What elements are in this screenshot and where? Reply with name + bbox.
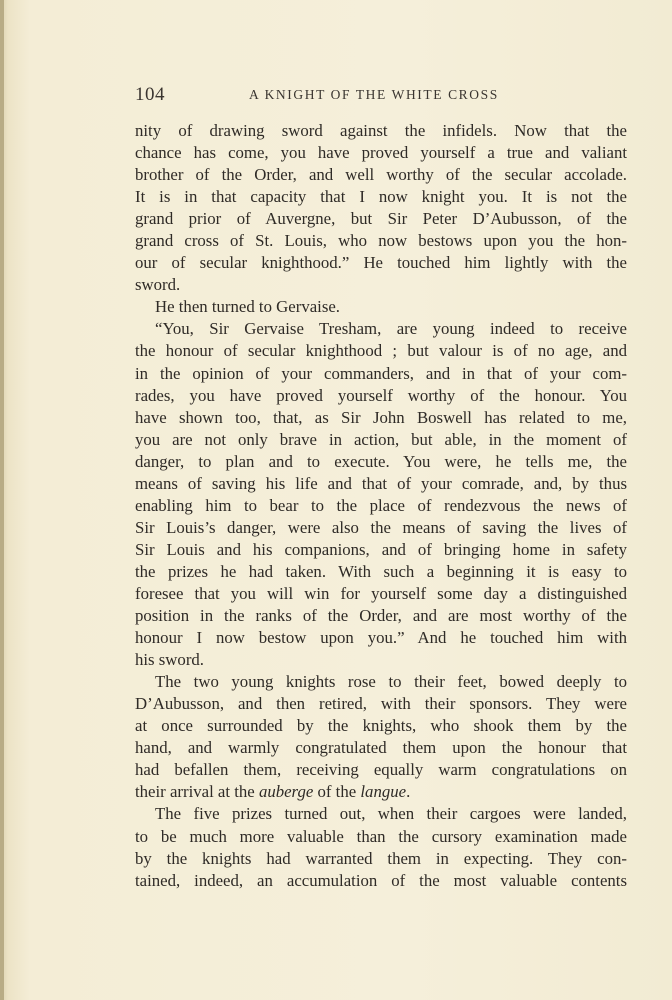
text-line: his sword. [135,650,204,670]
text-line: D’Aubusson, and then retired, with their sponsors. They were [135,694,627,714]
body-text [135,120,627,892]
text-run: . [406,782,411,802]
paragraph-3 [135,318,627,671]
paragraph-1 [135,120,627,296]
text-line: brother of the Order, and well worthy of the secular accolade. [135,165,627,185]
paragraph-2 [135,296,627,318]
text-line: He then turned to Gervaise. [155,297,340,317]
text-line: danger, to plan and to execute. You were, he tells me, the [135,451,627,471]
running-title: A KNIGHT OF THE WHITE CROSS [249,87,499,102]
text-line-with-italics [135,781,627,803]
text-line: foresee that you will win for yourself some day a distinguished [135,583,627,603]
text-line: It is in that capacity that I now knight you. It is not the [135,187,627,207]
text-line: hand, and warmly congratulated them upon the honour that [135,738,627,758]
paragraph-4 [135,671,627,803]
text-line: the prizes he had taken. With such a beginning it is easy to [135,561,627,581]
page-number: 104 [135,84,165,105]
text-line: at once surrounded by the knights, who shook them by the [135,716,627,736]
text-line: chance has come, you have proved yourself a true and valiant [135,143,627,163]
text-run: of the [313,782,361,802]
text-line: the honour of secular knighthood ; but valour is of no age, and [135,341,627,361]
text-line: had befallen them, receiving equally warm congratulations on [135,760,627,780]
text-line: you are not only brave in action, but able, in the moment of [135,429,627,449]
text-line: rades, you have proved yourself worthy of the honour. You [135,385,627,405]
text-line: “You, Sir Gervaise Tresham, are young indeed to receive [155,319,627,339]
page-header [135,84,627,108]
text-line: in the opinion of your commanders, and in that of your com- [135,363,627,383]
page-binding-edge [0,0,4,1000]
text-line: by the knights had warranted them in expecting. They con- [135,848,627,868]
text-line: The five prizes turned out, when their cargoes were landed, [155,804,627,824]
text-line: to be much more valuable than the cursory examination made [135,826,627,846]
text-line: grand cross of St. Louis, who now bestows upon you the hon- [135,231,627,251]
text-line: enabling him to bear to the place of rendezvous the news of [135,495,627,515]
text-line: sword. [135,275,181,295]
text-line: tained, indeed, an accumulation of the most valuable contents [135,870,627,890]
text-line: have shown too, that, as Sir John Boswell has related to me, [135,407,627,427]
text-run: their arrival at the [135,782,259,802]
text-line: The two young knights rose to their feet, bowed deeply to [155,672,627,692]
text-line: nity of drawing sword against the infidels. Now that the [135,121,627,140]
text-line: means of saving his life and that of your comrade, and, by thus [135,473,627,493]
text-line: position in the ranks of the Order, and are most worthy of the [135,606,627,626]
text-line: honour I now bestow upon you.” And he touched him with [135,628,627,648]
text-line: Sir Louis’s danger, were also the means of saving the lives of [135,517,627,537]
text-line: our of secular knighthood.” He touched him lightly with the [135,253,627,273]
italic-word: langue [360,782,407,802]
paragraph-5 [135,803,627,891]
italic-word: auberge [258,782,314,802]
text-line: grand prior of Auvergne, but Sir Peter D’Aubusson, of the [135,209,627,229]
text-line: Sir Louis and his companions, and of bringing home in safety [135,539,627,559]
